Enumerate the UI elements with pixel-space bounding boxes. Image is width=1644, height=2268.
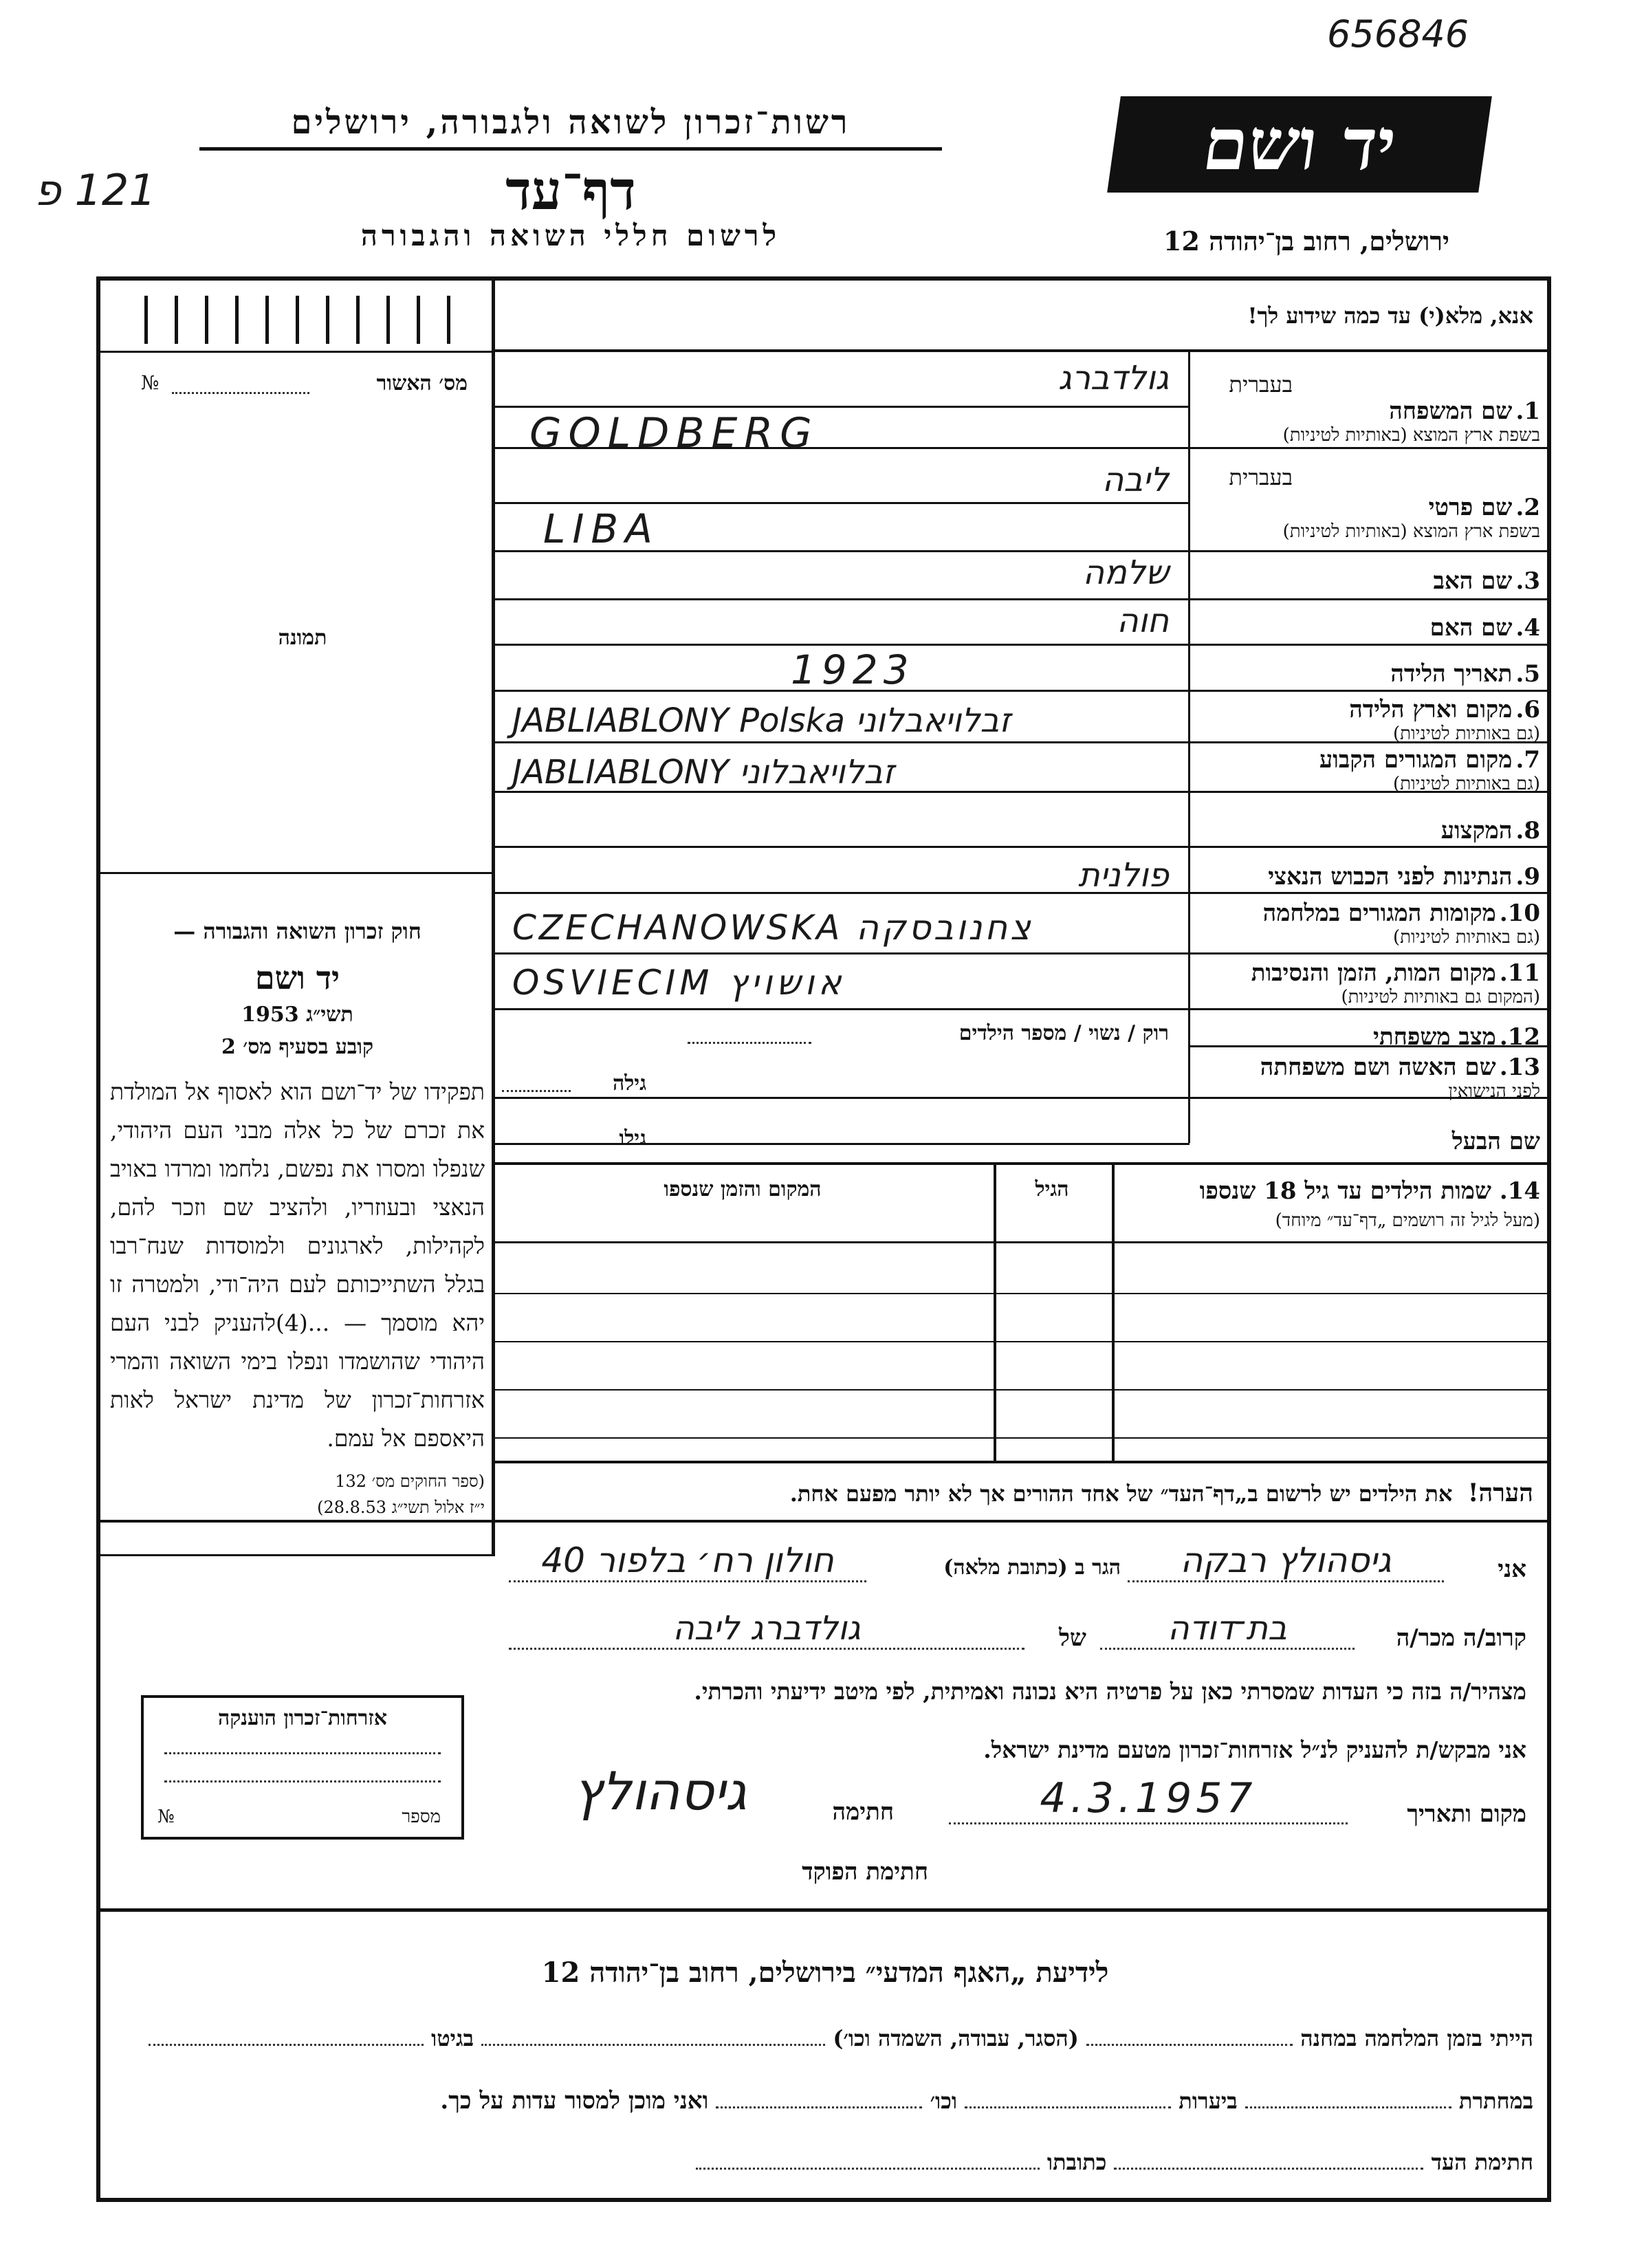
field-7: 7. מקום המגורים הקבוע (גם באותיות לטיניות) xyxy=(1319,746,1540,794)
law-year: תשי״ג 1953 xyxy=(241,1003,353,1027)
authority-name: רשות־זכרון לשואה ולגבורה, ירושלים xyxy=(199,103,942,151)
form-subtitle: לרשום חללי השואה והגבורה xyxy=(360,219,781,252)
children-place-col: המקום והזמן שנספו xyxy=(664,1177,822,1201)
footer-line-1: הייתי בזמן המלחמה במחנה (הסגר, עבודה, השמדה וכו׳) בגיטו xyxy=(124,2025,1533,2051)
yad-vashem-logo: יד ושם xyxy=(1107,96,1492,193)
law-ref-1: (ספר החוקים מס׳ 132 xyxy=(335,1472,485,1491)
husband-label: שם הבעל xyxy=(1451,1128,1540,1155)
citizenship-box xyxy=(141,1695,464,1840)
value-family-hebrew: גולדברג xyxy=(1058,359,1169,397)
relation-value: בת־דודה xyxy=(1100,1609,1355,1650)
value-father: שלמה xyxy=(1082,554,1169,592)
field-1: 1. שם המשפחה בשפת ארץ המוצא (באותיות לטיניות) xyxy=(1282,397,1540,446)
value-citizenship: פולנית xyxy=(1078,856,1169,895)
field-11: 11. מקום המות, הזמן והנסיבות (המקום גם באותיות לטיניות) xyxy=(1251,959,1540,1007)
value-first-latin: LIBA xyxy=(543,505,659,552)
hebrew-label-2: בעברית xyxy=(1229,464,1293,490)
field-2: 2. שם פרטי בשפת ארץ המוצא (באותיות לטיניות) xyxy=(1282,494,1540,542)
children-header: 14. שמות הילדים עד גיל 18 שנספו (מעל לגיל זה רושמים „דף־עד״ מיוחד) xyxy=(1199,1177,1540,1231)
law-section: קובע בסעיף מס׳ 2 xyxy=(221,1035,374,1059)
citizenship-box-title: אזרחות־זכרון הוענקה xyxy=(217,1706,388,1730)
field-5: 5. תאריך הלידה xyxy=(1390,660,1540,688)
photo-label: תמונה xyxy=(278,626,327,650)
declarant-i-label: אני xyxy=(1498,1556,1526,1583)
of-name: גולדברג ליבה xyxy=(509,1609,1024,1650)
of-label: של xyxy=(1059,1624,1086,1652)
declarant-signature: גיסהולץ xyxy=(573,1760,747,1822)
declaration-date: 4.3.1957 xyxy=(949,1774,1348,1824)
field-12: 12. מצב משפחתי xyxy=(1373,1023,1540,1051)
field-9: 9. הנתינות לפני הכבוש הנאצי xyxy=(1268,863,1540,891)
footer-line-2: במחתרת ביערות וכו׳ ואני מוכן למסור עדות על כך. xyxy=(440,2087,1533,2115)
footer-title: לידיעת „האגף המדעי״ בירושלים, רחוב בן־יהודה 12 xyxy=(541,1956,1109,1989)
relation-label: קרוב/ה מכר/ה xyxy=(1396,1624,1526,1652)
field-4: 4. שם האם xyxy=(1429,614,1540,642)
marital-options: רוק / נשוי / מספר הילדים xyxy=(958,1021,1169,1045)
archive-number: 656846 xyxy=(1327,12,1469,56)
law-ref-2: י״ז אלול תשי״ג 28.8.53) xyxy=(317,1498,485,1517)
signature-label: חתימה xyxy=(832,1798,894,1826)
declarant-name: גיסהולץ רבקה xyxy=(1128,1540,1444,1582)
barcode-ticks xyxy=(144,296,468,344)
field-13: 13. שם האשה ושם משפחתה לפני הנישואין xyxy=(1260,1054,1540,1102)
header-address: ירושלים, רחוב בן־יהודה 12 xyxy=(1163,226,1449,257)
law-name: יד ושם xyxy=(254,959,340,996)
place-date-label: מקום ותאריך xyxy=(1407,1800,1526,1828)
age-label-husband: גילו xyxy=(619,1126,646,1151)
field-6: 6. מקום וארץ הלידה (גם באותיות לטיניות) xyxy=(1349,696,1540,744)
value-residence: JABLIABLONY זבלויאבלוני xyxy=(512,753,895,792)
note: הערה! את הילדים יש לרשום ב„דף־העד״ של אחד ההורים אך לא יותר מפעם אחת. xyxy=(789,1479,1533,1507)
citizenship-number-label: מספר xyxy=(402,1807,441,1827)
form-intro: אנא, מלא(י) עד כמה שידוע לך! xyxy=(1247,303,1533,329)
field-3: 3. שם האב xyxy=(1433,567,1540,595)
declarant-address: חולון רח׳ בלפור 40 xyxy=(509,1540,866,1582)
field-10: 10. מקומות המגורים במלחמה (גם באותיות לטיניות) xyxy=(1262,899,1540,948)
law-title: חוק זכרון השואה והגבורה — xyxy=(173,918,421,944)
value-death: OSVIECIM אושויץ xyxy=(512,963,846,1003)
footer-line-3: חתימת העד כתובתו xyxy=(124,2149,1533,2175)
value-wartime: CZECHANOWSKA צחנובסקה xyxy=(512,908,1033,948)
value-mother: חוה xyxy=(1117,602,1169,640)
declarant-resides-label: הגר ב (כתובת מלאה) xyxy=(943,1556,1121,1580)
law-text: תפקידו של יד־ושם הוא לאסוף אל המולדת את זכרם של כל אלה מבני העם היהודי, שנפלו ומסרו את נפשם, נלחמו ומרדו באויב הנאצי ובעוזריו, ולהציב שם וזכר להם, לקהילות, לארגונים ולמוסדות שנח־רבו בגלל השתייכותם לעם היה־ודי, ולמטרה זו יהא מוסמך — ...(4)להעניק לבני העם היהודי שהושמדו ונפלו בימי השואה והמרי אזרחות־זכרון של מדינת ישראל לאות היאספם אל עמם. xyxy=(110,1078,485,1452)
form-title: דף־עד xyxy=(505,160,636,222)
citizenship-no-sign: № xyxy=(157,1807,175,1827)
margin-note: 121 פ xyxy=(34,165,156,215)
value-birth-date: 1923 xyxy=(791,646,914,693)
approval-label: מס׳ האשור xyxy=(376,371,468,395)
clerk-signature-label: חתימת הפוקד xyxy=(802,1858,928,1886)
value-first-hebrew: ליבה xyxy=(1102,461,1169,499)
value-family-latin: GOLDBERG xyxy=(529,409,819,457)
age-label-wife: גילה xyxy=(612,1071,646,1095)
declaration-request: אני מבקש/ת להעניק לנ״ל אזרחות־זכרון מטעם מדינת ישראל. xyxy=(983,1736,1526,1763)
field-8: 8. המקצוע xyxy=(1440,817,1540,844)
value-birthplace: JABLIABLONY Polska זבלויאבלוני xyxy=(512,701,1011,740)
declaration-statement: מצהיר/ה בזה כי העדות שמסרתי כאן על פרטיה היא נכונה ואמיתית, לפי מיטב ידיעתי והכרתי. xyxy=(694,1678,1526,1705)
approval-no-sign: № xyxy=(141,371,160,394)
children-age-col: הגיל xyxy=(1035,1177,1069,1201)
hebrew-label-1: בעברית xyxy=(1229,371,1293,397)
